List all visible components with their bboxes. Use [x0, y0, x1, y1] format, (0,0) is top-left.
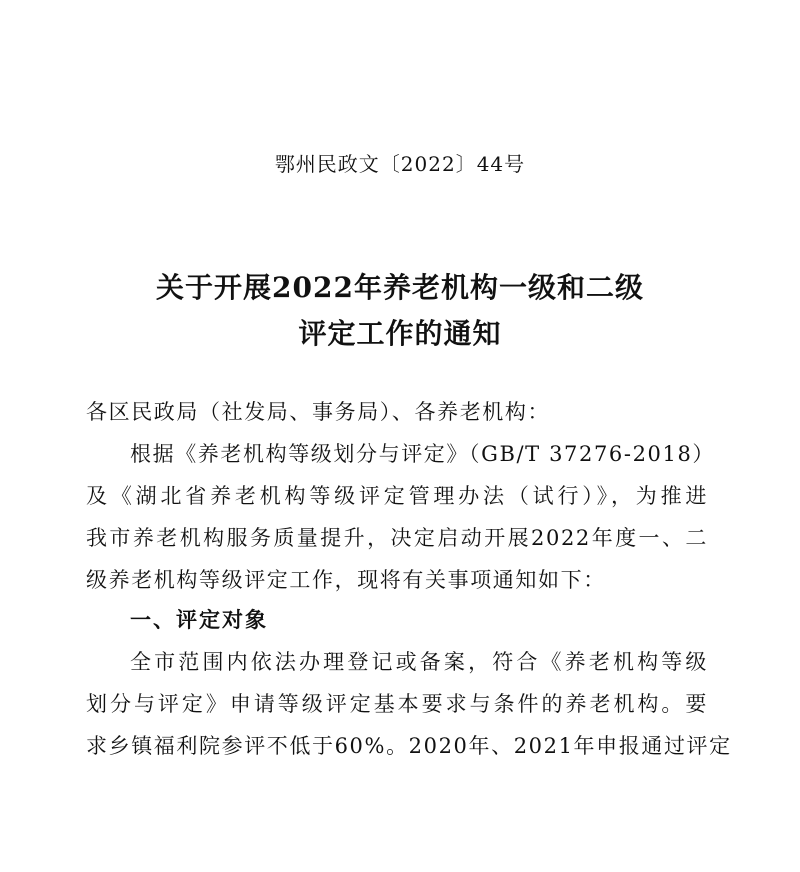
salutation: 各区民政局（社发局、事务局）、各养老机构： — [86, 400, 551, 424]
section-heading: 一、评定对象 — [130, 608, 268, 632]
document-title-line-2: 评定工作的通知 — [298, 317, 502, 350]
paragraph-line: 级养老机构等级评定工作，现将有关事项通知如下： — [86, 568, 606, 592]
paragraph-line: 划分与评定》申请等级评定基本要求与条件的养老机构。要 — [86, 692, 708, 716]
paragraph-line: 我市养老机构服务质量提升，决定启动开展2022年度一、二 — [86, 526, 708, 550]
document-number: 鄂州民政文〔2022〕44号 — [274, 152, 526, 176]
paragraph-line: 及《湖北省养老机构等级评定管理办法（试行）》，为推进 — [86, 484, 708, 508]
paragraph-line: 根据《养老机构等级划分与评定》（GB/T 37276-2018） — [130, 442, 716, 466]
document-title-line-1: 关于开展2022年养老机构一级和二级 — [156, 271, 644, 304]
paragraph-line: 全市范围内依法办理登记或备案，符合《养老机构等级 — [130, 650, 708, 674]
paragraph-line: 求乡镇福利院参评不低于60%。2020年、2021年申报通过评定 — [86, 734, 732, 758]
